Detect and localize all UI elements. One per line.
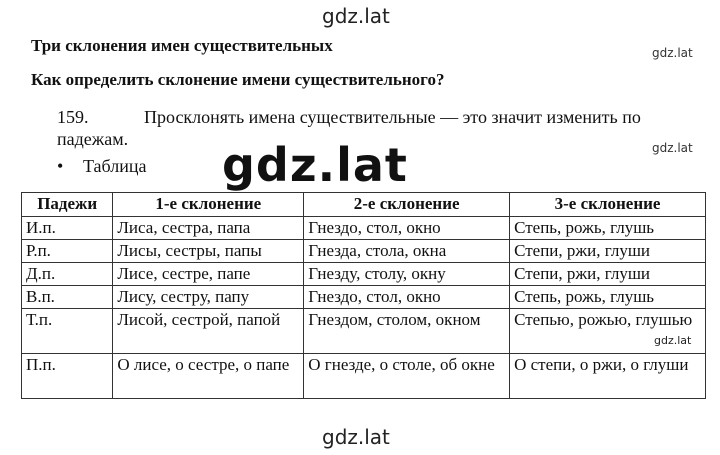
bullet-item xyxy=(57,156,146,177)
header-decl-2: 2-е склонение xyxy=(304,193,510,217)
watermark-right-2: gdz.lat xyxy=(652,141,693,155)
heading-topic: Три склонения имен существительных xyxy=(31,36,333,55)
table-cell-case: Т.п. xyxy=(22,309,113,354)
table-cell: Лисе, сестре, папе xyxy=(113,263,304,286)
header-decl-3: 3-е склонение xyxy=(510,193,706,217)
table-cell: Степью, рожью, глушью xyxy=(510,309,706,354)
watermark-big: gdz.lat xyxy=(222,138,408,192)
watermark-top: gdz.lat xyxy=(322,4,390,28)
bullet-dot: • xyxy=(57,156,64,176)
table-cell: Лисы, сестры, папы xyxy=(113,240,304,263)
watermark-bottom: gdz.lat xyxy=(322,425,390,449)
declension-table xyxy=(21,192,706,399)
table-cell: Лиса, сестра, папа xyxy=(113,217,304,240)
table-cell: О гнезде, о столе, об окне xyxy=(304,354,510,399)
heading-question: Как определить склонение имени существительного? xyxy=(31,70,445,89)
watermark-cell: gdz.lat xyxy=(654,334,692,347)
table-cell: О лисе, о сестре, о папе xyxy=(113,354,304,399)
table-cell-case: И.п. xyxy=(22,217,113,240)
table-cell-case: Р.п. xyxy=(22,240,113,263)
table-header-row xyxy=(22,193,706,217)
table-row xyxy=(22,263,706,286)
table-cell: Гнездо, стол, окно xyxy=(304,286,510,309)
table-row xyxy=(22,309,706,354)
table-cell: Гнездо, стол, окно xyxy=(304,217,510,240)
table-cell: Степи, ржи, глуши xyxy=(510,240,706,263)
table-row xyxy=(22,286,706,309)
table-cell-case: В.п. xyxy=(22,286,113,309)
header-decl-1: 1-е склонение xyxy=(113,193,304,217)
table-row xyxy=(22,240,706,263)
watermark-right-1: gdz.lat xyxy=(652,46,693,60)
header-cases: Падежи xyxy=(22,193,113,217)
table-row xyxy=(22,354,706,399)
table-cell: Лисой, сестрой, папой xyxy=(113,309,304,354)
task-text xyxy=(57,105,697,129)
table-cell: Степи, ржи, глуши xyxy=(510,263,706,286)
table-cell: Степь, рожь, глушь xyxy=(510,286,706,309)
table-cell: О степи, о ржи, о глуши xyxy=(510,354,706,399)
table-cell: Гнезду, столу, окну xyxy=(304,263,510,286)
task-line-1: Просклонять имена существительные — это значит изменить по xyxy=(144,107,641,127)
table-cell: Гнезда, стола, окна xyxy=(304,240,510,263)
task-number: 159. xyxy=(57,107,89,127)
table-cell: Лису, сестру, папу xyxy=(113,286,304,309)
table-cell-case: П.п. xyxy=(22,354,113,399)
bullet-label: Таблица xyxy=(83,156,147,176)
task-line-2: падежам. xyxy=(57,129,129,149)
table-cell-case: Д.п. xyxy=(22,263,113,286)
table-cell: Гнездом, столом, окном xyxy=(304,309,510,354)
table-row xyxy=(22,217,706,240)
table-cell: Степь, рожь, глушь xyxy=(510,217,706,240)
